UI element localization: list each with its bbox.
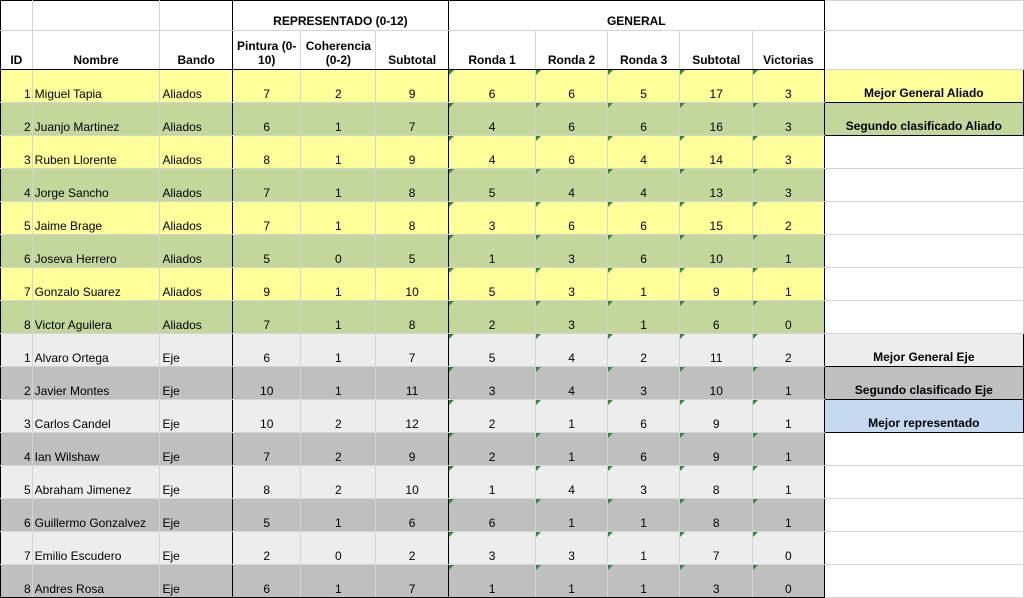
cell-id[interactable]: 3 xyxy=(1,400,33,433)
cell-ronda3[interactable]: 4 xyxy=(607,136,680,169)
cell-ronda2[interactable]: 6 xyxy=(536,202,608,235)
cell-id[interactable]: 2 xyxy=(1,103,33,136)
cell-ronda2[interactable]: 1 xyxy=(536,565,608,598)
cell-ronda3[interactable]: 3 xyxy=(607,367,680,400)
cell[interactable] xyxy=(824,169,1023,202)
column-header-row xyxy=(1,31,1024,70)
cell-bando[interactable]: Aliados xyxy=(160,169,232,202)
cell[interactable] xyxy=(824,532,1023,565)
cell-coherencia[interactable]: 2 xyxy=(301,433,376,466)
award-label[interactable]: Mejor General Eje xyxy=(824,334,1023,367)
cell-coherencia[interactable]: 1 xyxy=(301,169,376,202)
column-header-id[interactable]: ID xyxy=(1,31,33,70)
cell-id[interactable]: 8 xyxy=(1,565,33,598)
cell-nombre[interactable]: Gonzalo Suarez xyxy=(32,268,160,301)
cell-ronda2[interactable]: 4 xyxy=(536,169,608,202)
cell-ronda3[interactable]: 1 xyxy=(607,301,680,334)
cell-nombre[interactable]: Carlos Candel xyxy=(32,400,160,433)
award-label[interactable]: Segundo clasificado Eje xyxy=(824,367,1023,400)
table-row xyxy=(1,235,1024,268)
cell-bando[interactable]: Eje xyxy=(160,433,232,466)
cell-ronda1[interactable]: 6 xyxy=(448,499,535,532)
cell-victorias[interactable]: 0 xyxy=(753,301,825,334)
cell-coherencia[interactable]: 2 xyxy=(301,70,376,103)
data-rows xyxy=(1,70,1024,598)
cell-pintura[interactable]: 5 xyxy=(232,235,301,268)
cell-pintura[interactable]: 5 xyxy=(232,499,301,532)
cell-id[interactable]: 3 xyxy=(1,136,33,169)
cell-id[interactable]: 4 xyxy=(1,433,33,466)
cell-subtotal2[interactable]: 17 xyxy=(680,70,753,103)
cell-subtotal2[interactable]: 9 xyxy=(680,400,753,433)
table-row xyxy=(1,70,1024,103)
cell-pintura[interactable]: 2 xyxy=(232,532,301,565)
cell-bando[interactable]: Eje xyxy=(160,532,232,565)
cell-id[interactable]: 5 xyxy=(1,466,33,499)
cell-nombre[interactable]: Ian Wilshaw xyxy=(32,433,160,466)
cell-ronda3[interactable]: 6 xyxy=(607,235,680,268)
cell-subtotal2[interactable]: 14 xyxy=(680,136,753,169)
table-row xyxy=(1,202,1024,235)
table-row xyxy=(1,367,1024,400)
cell-coherencia[interactable]: 0 xyxy=(301,235,376,268)
table-row xyxy=(1,268,1024,301)
cell-bando[interactable]: Aliados xyxy=(160,301,232,334)
cell-subtotal1[interactable]: 5 xyxy=(376,235,449,268)
cell[interactable] xyxy=(824,31,1023,70)
cell-ronda2[interactable]: 3 xyxy=(536,235,608,268)
cell-pintura[interactable]: 9 xyxy=(232,268,301,301)
cell-subtotal1[interactable]: 7 xyxy=(376,334,449,367)
cell-id[interactable]: 4 xyxy=(1,169,33,202)
cell-ronda2[interactable]: 1 xyxy=(536,433,608,466)
cell-pintura[interactable]: 10 xyxy=(232,400,301,433)
cell[interactable] xyxy=(824,565,1023,598)
cell-pintura[interactable]: 6 xyxy=(232,334,301,367)
cell-coherencia[interactable]: 1 xyxy=(301,334,376,367)
cell-ronda3[interactable]: 1 xyxy=(607,499,680,532)
cell-ronda2[interactable]: 3 xyxy=(536,268,608,301)
cell-pintura[interactable]: 6 xyxy=(232,103,301,136)
cell-nombre[interactable]: Jorge Sancho xyxy=(32,169,160,202)
cell-ronda1[interactable]: 2 xyxy=(448,433,535,466)
table-row xyxy=(1,334,1024,367)
cell-coherencia[interactable]: 0 xyxy=(301,532,376,565)
cell-coherencia[interactable]: 1 xyxy=(301,202,376,235)
group-header-general[interactable]: GENERAL xyxy=(448,1,824,31)
cell[interactable] xyxy=(824,268,1023,301)
cell-nombre[interactable]: Victor Aguilera xyxy=(32,301,160,334)
cell[interactable] xyxy=(160,1,232,31)
cell-bando[interactable]: Aliados xyxy=(160,103,232,136)
cell-subtotal1[interactable]: 12 xyxy=(376,400,449,433)
column-header-bando[interactable]: Bando xyxy=(160,31,232,70)
cell-ronda3[interactable]: 1 xyxy=(607,565,680,598)
column-header-coherencia[interactable]: Coherencia (0-2) xyxy=(301,31,376,70)
cell-subtotal2[interactable]: 15 xyxy=(680,202,753,235)
cell-coherencia[interactable]: 1 xyxy=(301,367,376,400)
cell-subtotal1[interactable]: 10 xyxy=(376,268,449,301)
cell-ronda2[interactable]: 4 xyxy=(536,334,608,367)
cell-coherencia[interactable]: 1 xyxy=(301,565,376,598)
cell-bando[interactable]: Eje xyxy=(160,367,232,400)
cell-pintura[interactable]: 8 xyxy=(232,466,301,499)
cell-pintura[interactable]: 7 xyxy=(232,433,301,466)
cell-id[interactable]: 1 xyxy=(1,334,33,367)
cell-subtotal1[interactable]: 8 xyxy=(376,301,449,334)
cell-subtotal2[interactable]: 10 xyxy=(680,367,753,400)
cell-ronda2[interactable]: 3 xyxy=(536,532,608,565)
cell-pintura[interactable]: 7 xyxy=(232,202,301,235)
cell-ronda3[interactable]: 1 xyxy=(607,268,680,301)
group-header-representado[interactable]: REPRESENTADO (0-12) xyxy=(232,1,448,31)
cell-subtotal2[interactable]: 8 xyxy=(680,466,753,499)
cell[interactable] xyxy=(824,1,1023,31)
column-header-subtotal-representado[interactable]: Subtotal xyxy=(376,31,449,70)
cell-subtotal1[interactable]: 9 xyxy=(376,70,449,103)
cell-victorias[interactable]: 1 xyxy=(753,235,825,268)
cell-ronda3[interactable]: 6 xyxy=(607,433,680,466)
cell-subtotal2[interactable]: 11 xyxy=(680,334,753,367)
award-label[interactable]: Mejor General Aliado xyxy=(824,70,1023,103)
cell-nombre[interactable]: Guillermo Gonzalvez xyxy=(32,499,160,532)
cell-subtotal1[interactable]: 7 xyxy=(376,103,449,136)
cell-coherencia[interactable]: 2 xyxy=(301,400,376,433)
cell-pintura[interactable]: 7 xyxy=(232,301,301,334)
cell-bando[interactable]: Eje xyxy=(160,499,232,532)
cell-nombre[interactable]: Javier Montes xyxy=(32,367,160,400)
cell-id[interactable]: 7 xyxy=(1,532,33,565)
cell[interactable] xyxy=(32,1,160,31)
cell[interactable] xyxy=(1,1,33,31)
cell[interactable] xyxy=(824,136,1023,169)
table-row xyxy=(1,169,1024,202)
cell-ronda3[interactable]: 5 xyxy=(607,70,680,103)
cell-victorias[interactable]: 3 xyxy=(753,103,825,136)
cell-ronda1[interactable]: 3 xyxy=(448,202,535,235)
cell-subtotal1[interactable]: 6 xyxy=(376,499,449,532)
cell-victorias[interactable]: 1 xyxy=(753,499,825,532)
cell-subtotal1[interactable]: 10 xyxy=(376,466,449,499)
cell-nombre[interactable]: Juanjo Martinez xyxy=(32,103,160,136)
cell-subtotal2[interactable]: 6 xyxy=(680,301,753,334)
cell-id[interactable]: 8 xyxy=(1,301,33,334)
cell-ronda1[interactable]: 6 xyxy=(448,70,535,103)
cell-ronda1[interactable]: 1 xyxy=(448,235,535,268)
cell-ronda2[interactable]: 3 xyxy=(536,301,608,334)
cell-nombre[interactable]: Andres Rosa xyxy=(32,565,160,598)
cell-victorias[interactable]: 1 xyxy=(753,433,825,466)
cell-nombre[interactable]: Abraham Jimenez xyxy=(32,466,160,499)
cell-id[interactable]: 1 xyxy=(1,70,33,103)
table-row xyxy=(1,433,1024,466)
cell-subtotal2[interactable]: 7 xyxy=(680,532,753,565)
cell-pintura[interactable]: 6 xyxy=(232,565,301,598)
column-header-nombre[interactable]: Nombre xyxy=(32,31,160,70)
cell-ronda1[interactable]: 4 xyxy=(448,103,535,136)
cell[interactable] xyxy=(824,499,1023,532)
cell-bando[interactable]: Aliados xyxy=(160,268,232,301)
cell-ronda3[interactable]: 4 xyxy=(607,169,680,202)
award-label[interactable]: Mejor representado xyxy=(824,400,1023,433)
table-row xyxy=(1,103,1024,136)
cell-nombre[interactable]: Joseva Herrero xyxy=(32,235,160,268)
cell-coherencia[interactable]: 2 xyxy=(301,466,376,499)
cell-subtotal1[interactable]: 8 xyxy=(376,169,449,202)
cell-nombre[interactable]: Alvaro Ortega xyxy=(32,334,160,367)
cell-coherencia[interactable]: 1 xyxy=(301,136,376,169)
cell-subtotal2[interactable]: 9 xyxy=(680,433,753,466)
cell[interactable] xyxy=(824,235,1023,268)
cell-pintura[interactable]: 7 xyxy=(232,70,301,103)
cell-ronda3[interactable]: 3 xyxy=(607,466,680,499)
cell-pintura[interactable]: 10 xyxy=(232,367,301,400)
cell-ronda3[interactable]: 2 xyxy=(607,334,680,367)
cell-ronda1[interactable]: 1 xyxy=(448,565,535,598)
cell-victorias[interactable]: 0 xyxy=(753,532,825,565)
table-row xyxy=(1,565,1024,598)
table-row xyxy=(1,466,1024,499)
cell-nombre[interactable]: Jaime Brage xyxy=(32,202,160,235)
cell[interactable] xyxy=(824,202,1023,235)
group-header-row xyxy=(1,1,1024,31)
cell-subtotal2[interactable]: 8 xyxy=(680,499,753,532)
cell-ronda1[interactable]: 2 xyxy=(448,301,535,334)
cell-bando[interactable]: Eje xyxy=(160,466,232,499)
cell-subtotal2[interactable]: 3 xyxy=(680,565,753,598)
table-row xyxy=(1,136,1024,169)
cell-id[interactable]: 5 xyxy=(1,202,33,235)
cell-subtotal2[interactable]: 13 xyxy=(680,169,753,202)
column-header-pintura[interactable]: Pintura (0-10) xyxy=(232,31,301,70)
column-header-ronda-2[interactable]: Ronda 2 xyxy=(536,31,608,70)
cell[interactable] xyxy=(824,301,1023,334)
cell-ronda2[interactable]: 4 xyxy=(536,466,608,499)
cell-ronda1[interactable]: 1 xyxy=(448,466,535,499)
cell-victorias[interactable]: 0 xyxy=(753,565,825,598)
cell-subtotal2[interactable]: 9 xyxy=(680,268,753,301)
cell-ronda2[interactable]: 4 xyxy=(536,367,608,400)
cell-nombre[interactable]: Emilio Escudero xyxy=(32,532,160,565)
cell-ronda3[interactable]: 1 xyxy=(607,532,680,565)
cell-victorias[interactable]: 1 xyxy=(753,400,825,433)
cell-ronda3[interactable]: 6 xyxy=(607,103,680,136)
cell[interactable] xyxy=(824,466,1023,499)
cell-subtotal1[interactable]: 9 xyxy=(376,433,449,466)
cell-victorias[interactable]: 2 xyxy=(753,202,825,235)
cell-ronda3[interactable]: 6 xyxy=(607,400,680,433)
cell-coherencia[interactable]: 1 xyxy=(301,268,376,301)
cell-id[interactable]: 7 xyxy=(1,268,33,301)
cell-nombre[interactable]: Miguel Tapia xyxy=(32,70,160,103)
cell-pintura[interactable]: 8 xyxy=(232,136,301,169)
cell-victorias[interactable]: 1 xyxy=(753,367,825,400)
cell-bando[interactable]: Aliados xyxy=(160,202,232,235)
cell-victorias[interactable]: 3 xyxy=(753,136,825,169)
cell-subtotal2[interactable]: 16 xyxy=(680,103,753,136)
cell-victorias[interactable]: 1 xyxy=(753,466,825,499)
cell-ronda1[interactable]: 5 xyxy=(448,334,535,367)
cell-ronda1[interactable]: 3 xyxy=(448,532,535,565)
cell-nombre[interactable]: Ruben Llorente xyxy=(32,136,160,169)
column-header-ronda-1[interactable]: Ronda 1 xyxy=(448,31,535,70)
cell-victorias[interactable]: 2 xyxy=(753,334,825,367)
table-row xyxy=(1,301,1024,334)
cell-id[interactable]: 6 xyxy=(1,499,33,532)
cell-ronda2[interactable]: 1 xyxy=(536,400,608,433)
cell-subtotal1[interactable]: 11 xyxy=(376,367,449,400)
table-row xyxy=(1,400,1024,433)
cell-ronda2[interactable]: 6 xyxy=(536,70,608,103)
table-row xyxy=(1,532,1024,565)
award-label[interactable]: Segundo clasificado Aliado xyxy=(824,103,1023,136)
table-row xyxy=(1,499,1024,532)
cell-ronda3[interactable]: 6 xyxy=(607,202,680,235)
cell-pintura[interactable]: 7 xyxy=(232,169,301,202)
cell-bando[interactable]: Eje xyxy=(160,400,232,433)
cell-subtotal1[interactable]: 9 xyxy=(376,136,449,169)
cell-id[interactable]: 6 xyxy=(1,235,33,268)
cell-victorias[interactable]: 3 xyxy=(753,70,825,103)
cell-coherencia[interactable]: 1 xyxy=(301,301,376,334)
cell-bando[interactable]: Aliados xyxy=(160,235,232,268)
cell-subtotal2[interactable]: 10 xyxy=(680,235,753,268)
column-header-ronda-3[interactable]: Ronda 3 xyxy=(607,31,680,70)
cell-bando[interactable]: Eje xyxy=(160,565,232,598)
cell[interactable] xyxy=(824,433,1023,466)
cell-ronda2[interactable]: 6 xyxy=(536,136,608,169)
cell-subtotal1[interactable]: 2 xyxy=(376,532,449,565)
column-header-victorias[interactable]: Victorias xyxy=(753,31,825,70)
cell-coherencia[interactable]: 1 xyxy=(301,103,376,136)
cell-ronda1[interactable]: 2 xyxy=(448,400,535,433)
cell-ronda1[interactable]: 5 xyxy=(448,169,535,202)
cell-bando[interactable]: Aliados xyxy=(160,70,232,103)
cell-coherencia[interactable]: 1 xyxy=(301,499,376,532)
cell-ronda2[interactable]: 1 xyxy=(536,499,608,532)
cell-bando[interactable]: Eje xyxy=(160,334,232,367)
cell-ronda1[interactable]: 5 xyxy=(448,268,535,301)
cell-subtotal1[interactable]: 7 xyxy=(376,565,449,598)
cell-id[interactable]: 2 xyxy=(1,367,33,400)
cell-ronda2[interactable]: 6 xyxy=(536,103,608,136)
cell-bando[interactable]: Aliados xyxy=(160,136,232,169)
cell-victorias[interactable]: 1 xyxy=(753,268,825,301)
cell-victorias[interactable]: 3 xyxy=(753,169,825,202)
cell-ronda1[interactable]: 4 xyxy=(448,136,535,169)
cell-subtotal1[interactable]: 8 xyxy=(376,202,449,235)
cell-ronda1[interactable]: 3 xyxy=(448,367,535,400)
column-header-subtotal-general[interactable]: Subtotal xyxy=(680,31,753,70)
